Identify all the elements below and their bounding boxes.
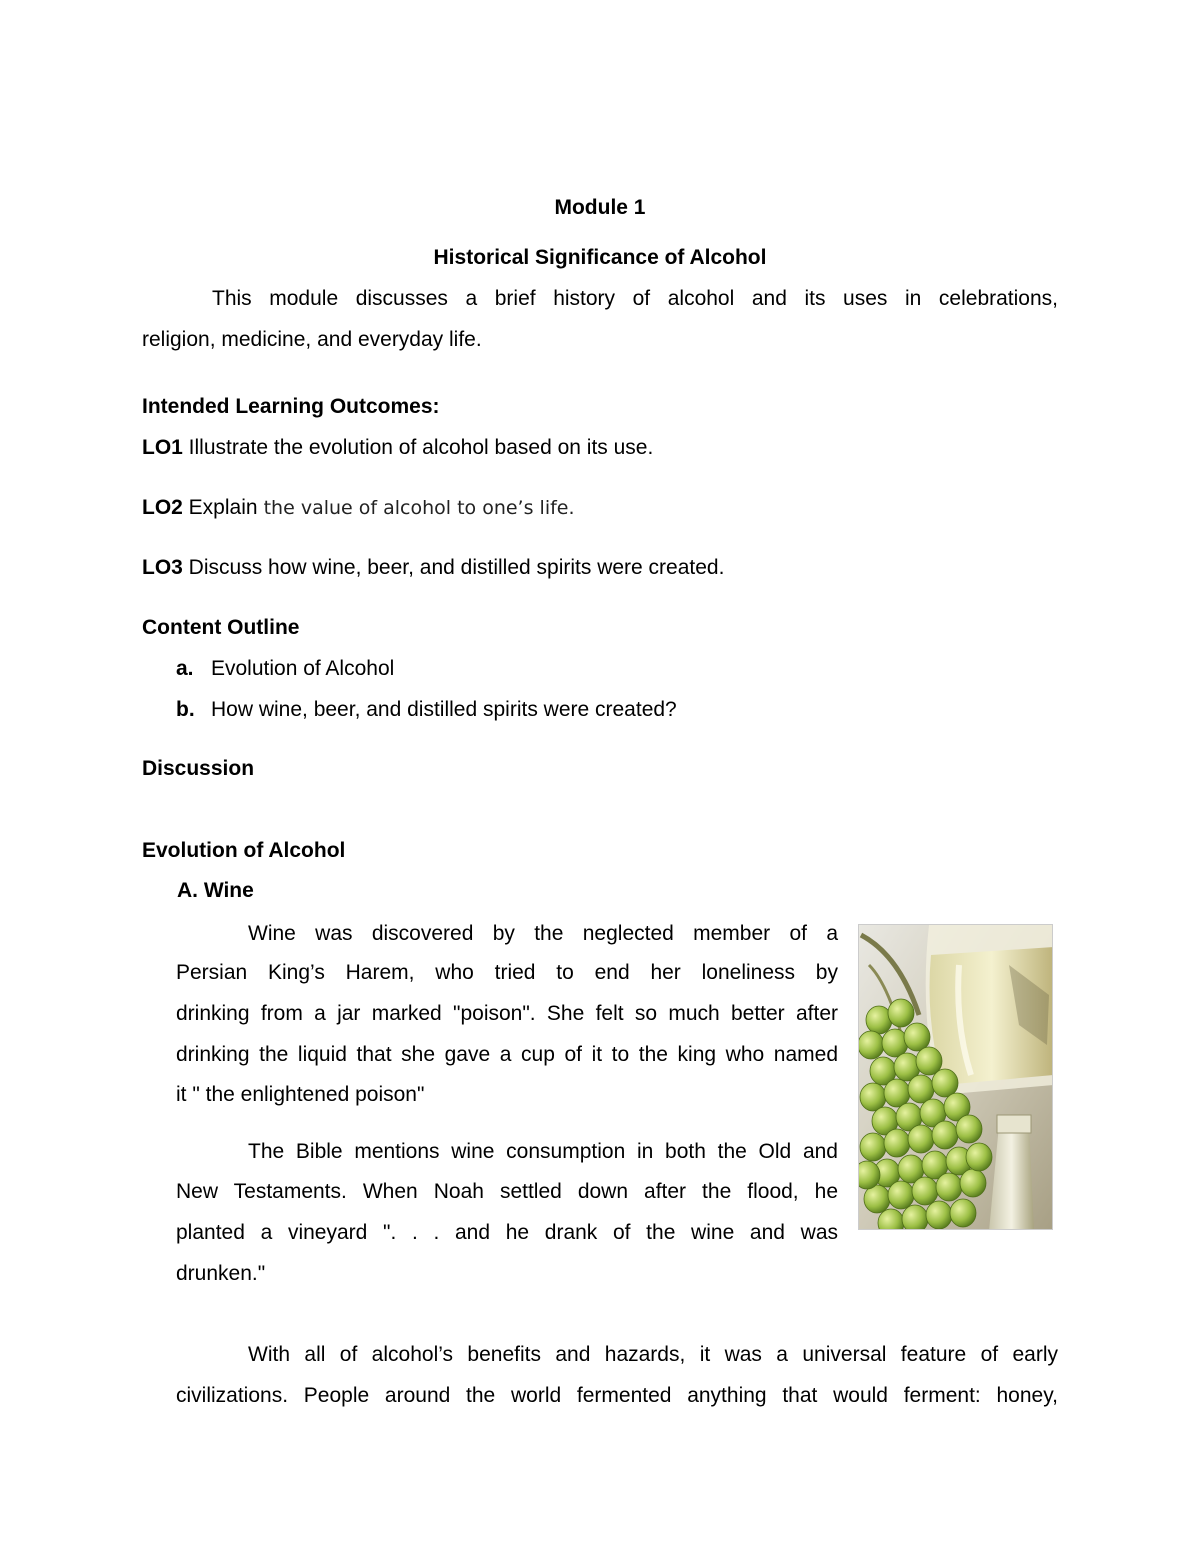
outline-item-b (176, 699, 677, 720)
outline-text: How wine, beer, and distilled spirits were created? (211, 698, 677, 721)
grape (859, 1031, 884, 1059)
grape (932, 1121, 958, 1149)
grape (908, 1075, 934, 1103)
grape (966, 1143, 992, 1171)
outline-heading: Content Outline (142, 616, 300, 639)
outcome-lo1 (142, 437, 653, 458)
discussion-heading: Discussion (142, 757, 255, 780)
grape (884, 1079, 910, 1107)
grape (888, 1181, 914, 1209)
outcome-text: Discuss how wine, beer, and distilled spirits were created. (182, 556, 725, 579)
wine-grapes-image (858, 924, 1053, 1230)
grape (908, 1125, 934, 1153)
grape (860, 1133, 886, 1161)
outline-marker: b. (176, 698, 195, 721)
grape (860, 1083, 886, 1111)
wine-subheading: A. Wine (177, 879, 254, 902)
grape (950, 1199, 976, 1227)
grape (904, 1023, 930, 1051)
outcome-code: LO1 (142, 436, 183, 459)
grape (888, 999, 914, 1027)
grape (926, 1201, 952, 1229)
outcome-text: Explain (182, 496, 258, 519)
grape (932, 1069, 958, 1097)
para1-line-2: Persian King’s Harem, who tried to end her loneliness by (176, 961, 838, 984)
grape (960, 1169, 986, 1197)
page-title: Historical Significance of Alcohol (433, 246, 767, 269)
outcome-text: the value of alcohol to one’s life. (257, 497, 575, 519)
intro-line-1: This module discusses a brief history of alcohol and its uses in celebrations, (212, 287, 1058, 310)
outcome-lo2 (142, 497, 575, 518)
grape (936, 1173, 962, 1201)
para1-line-4: drinking the liquid that she gave a cup of it to the king who named (176, 1043, 838, 1066)
para1-line-3: drinking from a jar marked "poison". She felt so much better after (176, 1002, 838, 1025)
outcome-code: LO2 (142, 496, 183, 519)
outcome-text: Illustrate the evolution of alcohol based on its use. (182, 436, 654, 459)
grape (902, 1205, 928, 1230)
para3-line-1: With all of alcohol’s benefits and hazards, it was a universal feature of early (248, 1343, 1058, 1366)
grape (956, 1115, 982, 1143)
para1-line-1: Wine was discovered by the neglected member of a (248, 922, 838, 945)
grape (912, 1177, 938, 1205)
para2-line-2: New Testaments. When Noah settled down after the flood, he (176, 1180, 838, 1203)
module-number: Module 1 (554, 196, 646, 219)
para2-line-4: drunken." (176, 1262, 266, 1285)
outcome-code: LO3 (142, 556, 183, 579)
evolution-heading: Evolution of Alcohol (142, 839, 346, 862)
para1-line-5: it " the enlightened poison" (176, 1083, 425, 1106)
para2-line-1: The Bible mentions wine consumption in both the Old and (248, 1140, 838, 1163)
para3-line-2: civilizations. People around the world fermented anything that would ferment: honey, (176, 1384, 1058, 1407)
outline-marker: a. (176, 657, 194, 680)
outline-item-a (176, 658, 394, 679)
intro-line-2: religion, medicine, and everyday life. (142, 328, 482, 351)
grape (884, 1129, 910, 1157)
outcomes-heading: Intended Learning Outcomes: (142, 395, 440, 418)
outline-text: Evolution of Alcohol (211, 657, 395, 680)
outcome-lo3 (142, 557, 724, 578)
para2-line-3: planted a vineyard ". . . and he drank of the wine and was (176, 1221, 838, 1244)
